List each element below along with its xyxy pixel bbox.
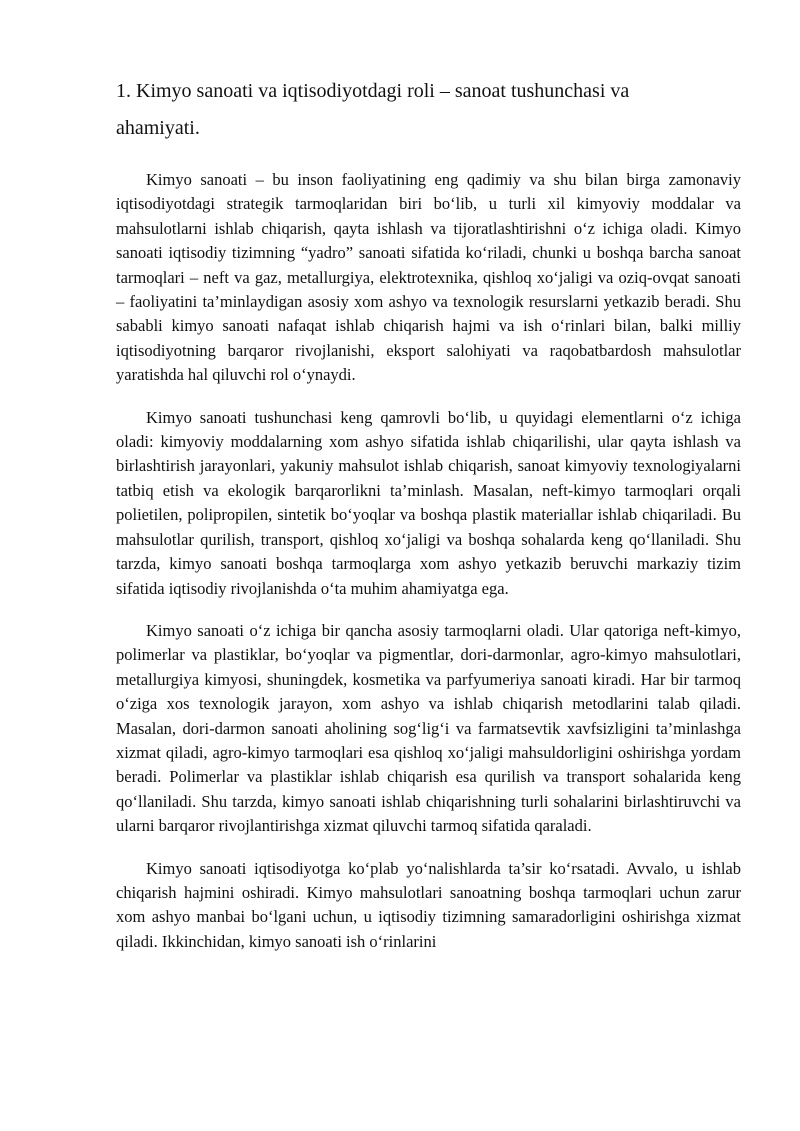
paragraph-3: Kimyo sanoati o‘z ichiga bir qancha asosiy tarmoqlarni oladi. Ular qatoriga neft-kimyo, polimerlar va plastiklar, bo‘yoqlar va pigmentlar, dori-darmonlar, agro-kimyo mahsulotlari, metallurgiya kimyosi, shuningdek, kosmetika va parfyumeriya sanoati kiradi. Har bir tarmoq o‘ziga xos texnologik jarayon, xom ashyo va ishlab chiqarish metodlarini talab qiladi. Masalan, dori-darmon sanoati aholining sog‘lig‘i va farmatsevtik xavfsizligini ta’minlashga xizmat qiladi, agro-kimyo tarmoqlari esa qishloq xo‘jaligi mahsuldorligini oshirishga yordam beradi. Polimerlar va plastiklar ishlab chiqarish esa qurilish va transport sohalarida keng qo‘llaniladi. Shu tarzda, kimyo sanoati ishlab chiqarishning turli sohalarini birlashtiruvchi va ularni barqaror rivojlantirishga xizmat qiluvchi tarmoq sifatida qaraladi. (116, 620, 741, 836)
section-heading: 1. Kimyo sanoati va iqtisodiyotdagi roli – sanoat tushunchasi va ahamiyati. (116, 80, 630, 139)
paragraph-2: Kimyo sanoati tushunchasi keng qamrovli bo‘lib, u quyidagi elementlarni o‘z ichiga oladi: kimyoviy moddalarning xom ashyo sifatida ishlab chiqarilishi, ular qayta ishlash va birlashtirish jarayonlari, yakuniy mahsulot ishlab chiqarish, sanoat kimyoviy texnologiyalarni tatbiq etish va ekologik barqarorlikni ta’minlash. Masalan, neft-kimyo tarmoqlari orqali polietilen, polipropilen, sintetik bo‘yoqlar va boshqa plastik materiallar ishlab chiqariladi. Bu mahsulotlar qurilish, transport, qishloq xo‘jaligi va boshqa sohalarda keng qo‘llaniladi. Shu tarzda, kimyo sanoati boshqa tarmoqlarga xom ashyo yetkazib beruvchi markaziy tizim sifatida iqtisodiy rivojlanishda o‘ta muhim ahamiyatga ega. (116, 407, 741, 598)
paragraph-1: Kimyo sanoati – bu inson faoliyatining eng qadimiy va shu bilan birga zamonaviy iqtisodiyotdagi strategik tarmoqlaridan biri bo‘lib, u turli xil kimyoviy moddalar va mahsulotlarni ishlab chiqarish, qayta ishlash va tijoratlashtirishni o‘z ichiga oladi. Kimyo sanoati iqtisodiy tizimning “yadro” sanoati sifatida ko‘riladi, chunki u boshqa barcha sanoat tarmoqlari – neft va gaz, metallurgiya, elektrotexnika, qishloq xo‘jaligi va oziq-ovqat sanoati – faoliyatini ta’minlaydigan asosiy xom ashyo va texnologik resurslarni yetkazib beradi. Shu sababli kimyo sanoati nafaqat ishlab chiqarish hajmi va ish o‘rinlari bilan, balki milliy iqtisodiyotning barqaror rivojlanishi, eksport salohiyati va raqobatbardosh mahsulotlar yaratishda hal qiluvchi rol o‘ynaydi. (116, 170, 741, 385)
paragraph-4: Kimyo sanoati iqtisodiyotga ko‘plab yo‘nalishlarda ta’sir ko‘rsatadi. Avvalo, u ishlab chiqarish hajmini oshiradi. Kimyo mahsulotlari sanoatning boshqa tarmoqlari uchun zarur xom ashyo manbai bo‘lgani uchun, u iqtisodiy tizimning samaradorligini oshirishga xizmat qiladi. Ikkinchidan, kimyo sanoati ish o‘rinlarini (116, 858, 741, 951)
body-text (116, 168, 741, 972)
